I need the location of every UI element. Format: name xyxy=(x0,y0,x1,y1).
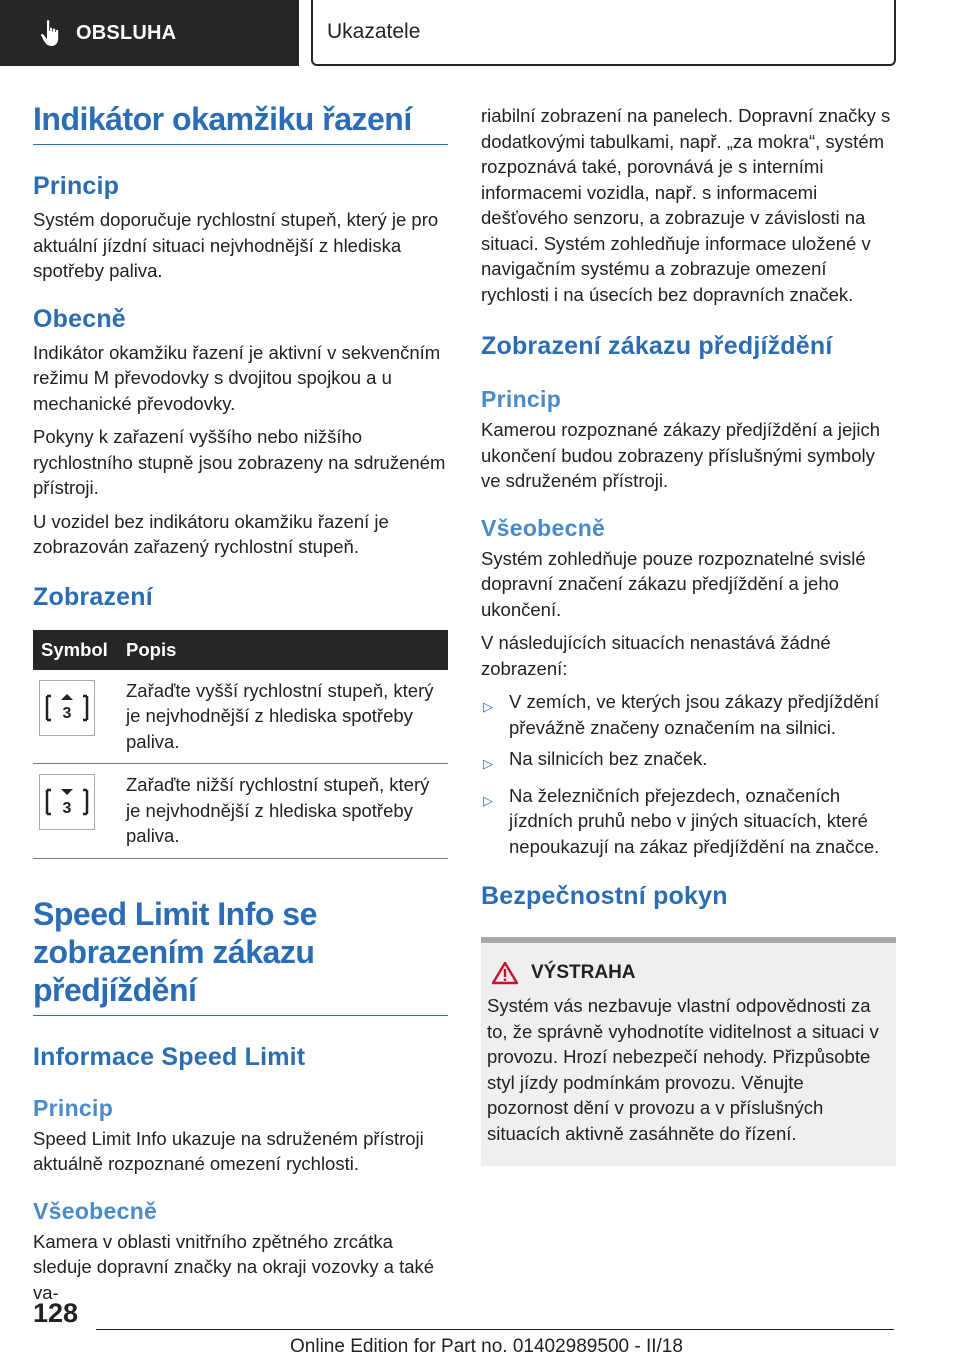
hand-pointer-icon xyxy=(40,19,62,47)
column-header-symbol: Symbol xyxy=(41,638,108,660)
paragraph-zakaz-vseobecne-2: V následujících situacích nenastává žádné zobrazení: xyxy=(481,632,831,679)
section-tab[interactable] xyxy=(0,0,299,66)
heading-sl-vseobecne: Všeobecně xyxy=(33,1197,158,1224)
list-item: ▷ Na silnicích bez značek. xyxy=(481,746,896,777)
warning-title: VÝSTRAHA xyxy=(531,962,636,983)
paragraph-obecne-1: Indikátor okamžiku řazení je aktivní v sekvenčním režimu M převodovky s dvojitou spojkou a u mechanické převodovky. xyxy=(33,341,441,414)
gear-digit: 3 xyxy=(62,704,72,722)
page-header xyxy=(0,0,960,66)
heading-informace-speed-limit: Informace Speed Limit xyxy=(33,1042,306,1071)
paragraph-princip: Systém doporučuje rychlostní stupeň, který je pro aktuální jízdní situaci nejvhodnější z hlediska spotřeby paliva. xyxy=(33,209,439,281)
paragraph-sl-princip: Speed Limit Info ukazuje na sdruženém přístroji aktuálně rozpoznané omezení rychlosti. xyxy=(33,1127,424,1174)
page-footer xyxy=(0,1290,960,1362)
heading-zobrazeni: Zobrazení xyxy=(33,582,153,611)
paragraph-sl-vseobecne: Kamera v oblasti vnitřního zpětného zrcátka sleduje dopravní značky na okraji vozovky a také va- xyxy=(33,1230,435,1303)
paragraph-zakaz-vseobecne-1: Systém zohledňuje pouze rozpoznatelné svislé dopravní značení zákazu předjíždění a jeho ukončení. xyxy=(481,547,866,620)
gear-down-description: Zařaďte nižší rychlostní stupeň, který je nejvhodnější z hlediska spotřeby paliva. xyxy=(126,774,430,846)
paragraph-obecne-3: U vozidel bez indikátoru okamžiku řazení je zobrazován zařazený rychlostní stupeň. xyxy=(33,510,389,557)
paragraph-zakaz-princip: Kamerou rozpoznané zákazy předjíždění a jejich ukončení budou zobrazeny příslušnými symboly ve sdruženém přístroji. xyxy=(481,419,881,491)
page-number: 128 xyxy=(33,1298,79,1328)
footer-divider xyxy=(96,1329,894,1330)
chapter-label: Ukazatele xyxy=(327,20,421,43)
triangle-bullet-icon: ▷ xyxy=(483,699,493,714)
paragraph-obecne-2: Pokyny k zařazení vyššího nebo nižšího rychlostního stupně jsou zobrazeny na sdruženém přístroji. xyxy=(33,426,446,498)
triangle-bullet-icon: ▷ xyxy=(483,792,493,808)
heading-bezpecnostni-pokyn: Bezpečnostní pokyn xyxy=(481,882,728,910)
section-label: OBSLUHA xyxy=(76,21,177,44)
list-item: ▷ V zemích, ve kterých jsou zákazy předjíždění převážně značeny označením na silnici. xyxy=(481,689,896,740)
left-column xyxy=(33,100,448,1305)
paragraph-continuation: riabilní zobrazení na panelech. Dopravní značky s dodatkovými tabulkami, např. „za mokra“, systém rozpoznává také, porovnává je s interními informacemi vozidla, např. s informacemi dešťového senzoru, a zobrazuje v závislosti na situaci. Systém zohledňuje informace uložené v navigačním systému a zobrazuje omezení rychlosti i na úsecích bez dopravních značek. xyxy=(481,105,891,305)
gear-down-icon xyxy=(39,774,95,830)
chapter-tab[interactable] xyxy=(311,0,896,66)
warning-triangle-icon xyxy=(491,961,519,985)
gear-up-icon xyxy=(39,680,95,736)
triangle-bullet-icon: ▷ xyxy=(483,756,493,771)
gear-digit: 3 xyxy=(62,800,72,817)
column-header-popis: Popis xyxy=(126,638,177,660)
warning-text: Systém vás nezbavuje vlastní odpovědnosti za to, že správně vyhodnotíte viditelnost a situaci v provozu. Hrozí nebezpečí nehody. Přizpůsobte styl jízdy podmínkám provozu. Věnujte pozornost dění v provozu a v příslušných situacích aktivně zasáhněte do řízení. xyxy=(487,995,879,1144)
gear-symbol-table xyxy=(33,630,448,859)
edition-note: Online Edition for Part no. 01402989500 - II/18 xyxy=(290,1336,683,1357)
heading-sl-princip: Princip xyxy=(33,1094,114,1121)
table-header xyxy=(33,630,448,670)
bullet-list xyxy=(481,689,896,859)
heading-speed-limit-info: Speed Limit Info se zobrazením zákazu předjíždění xyxy=(33,895,448,1016)
table-row xyxy=(33,764,448,859)
warning-box xyxy=(481,937,896,1166)
heading-zakaz-princip: Princip xyxy=(481,386,562,412)
table-row xyxy=(33,670,448,765)
heading-gear-indicator: Indikátor okamžiku řazení xyxy=(33,100,448,145)
heading-zakaz-vseobecne: Všeobecně xyxy=(481,514,606,541)
heading-zakaz-predjizdeni: Zobrazení zákazu předjíždění xyxy=(481,332,833,360)
right-column xyxy=(481,103,896,1166)
heading-princip: Princip xyxy=(33,172,120,200)
gear-up-description: Zařaďte vyšší rychlostní stupeň, který je nejvhodnější z hlediska spotřeby paliva. xyxy=(126,679,434,752)
list-item: ▷ Na železničních přejezdech, označeních jízdních pruhů nebo v jiných situacích, které nepoukazují na zákaz předjíždění na značce. xyxy=(481,783,896,860)
heading-obecne: Obecně xyxy=(33,304,126,333)
